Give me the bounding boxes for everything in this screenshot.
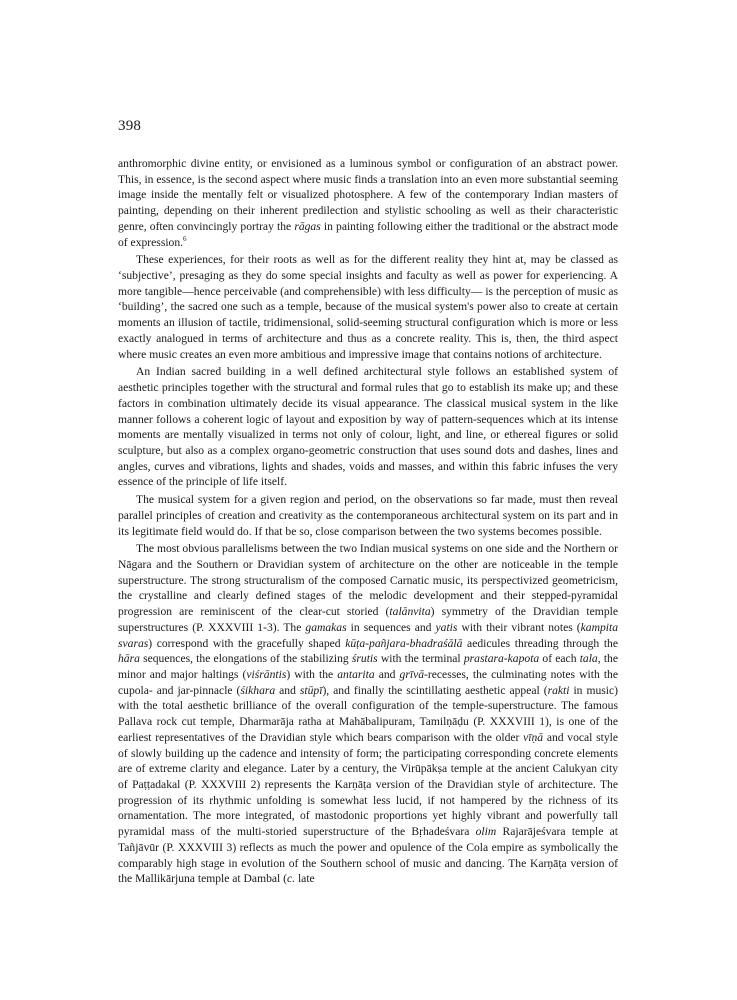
paragraph bbox=[118, 156, 618, 250]
text-run: ) symmetry of the Dravidian temple superstructures (P. XXXVIII 1-3). The bbox=[118, 605, 618, 634]
italic-term: tala bbox=[579, 652, 598, 666]
text-run: The musical system for a given region and period, on the observations so far made, must then reveal parallel principles of creation and creativity as the contemporaneous architectural system on its part and in its legitimate field would do. If that be so, close comparison between the two systems becomes possible. bbox=[118, 493, 618, 538]
text-run: These experiences, for their roots as well as for the different reality they hint at, may be classed as ‘subjective’, presaging as they do some special insights and faculty as well as power for experiencing. A more tangible—hence perceivable (and comprehensible) with less difficulty— is the perception of music as ‘building’, the sacred one such as a temple, because of the musical system's power also to create at certain moments an illusion of tactile, tridimensional, solid-seeming structural configuration which is more or less exactly analogued in terms of architecture and thus as a concrete reality. This is, then, the third aspect where music creates an even more ambitious and impressive image that contains notions of architecture. bbox=[118, 253, 618, 361]
italic-term: stūpī bbox=[299, 683, 323, 697]
text-run: anthromorphic divine entity, or envisioned as a luminous symbol or configuration of an abstract power. This, in essence, is the second aspect where music finds a translation into an even more substantial seeming image inside the mentally felt or visualized photosphere. A few of the contemporary Indian masters of painting, depending on their inherent predilection and stylistic schooling as well as their characteristic genre, often convincingly portray the bbox=[118, 157, 618, 233]
text-run: The most obvious parallelisms between the two Indian musical systems on one side and the Northern or Nāgara and the Southern or Dravidian system of architecture on the other are noticeable in the temple superstructure. The strong structuralism of the composed Carnatic music, its perspectivized geometricism, the crystalline and clearly defined stages of the melodic development and their stepped-pyramidal progression are reminiscent of the clear-cut storied ( bbox=[118, 542, 618, 619]
text-run: in painting following either the traditional or the abstract mode of expression. bbox=[118, 219, 618, 249]
text-run: ) correspond with the gracefully shaped bbox=[148, 636, 346, 650]
italic-term: yatis bbox=[435, 620, 458, 634]
text-run: and vocal style of slowly building up the cadence and intensity of form; the participating corresponding concrete elements are of extreme clarity and elegance. Later by a century, the Virūpākṣa temple at the ancient Calukyan city of Paṭṭadakal (P. XXXVIII 2) represents the Karṇāṭa version of the Dravidian style of architecture. The progression of its rhythmic unfolding is somewhat less lucid, if not hampered by the richness of its ornamentation. The more integrated, of mastodonic proportions yet highly vibrant and powerfully tall pyramidal mass of the multi-storied superstructure of the Bṛhadeśvara bbox=[118, 730, 618, 839]
text-run: and bbox=[275, 683, 300, 697]
text-run: aedicules threading through the bbox=[462, 636, 618, 650]
text-run: Rajarājeśvara temple at Tañjāvūr (P. XXXVIII 3) reflects as much the power and opulence of the Cola empire as symbolically the comparably high stage in evolution of the Southern school of music and dancing. The Karṇāṭa version of the Mallikārjuna temple at Dambal ( bbox=[118, 825, 618, 886]
text-run: sequences, the elongations of the stabilizing bbox=[139, 652, 352, 666]
text-run: and bbox=[374, 668, 400, 681]
italic-term: prastara-kapota bbox=[463, 652, 540, 666]
italic-term: viśrāntis bbox=[246, 668, 287, 681]
text-run: ) with the bbox=[286, 668, 338, 681]
text-run: with their vibrant notes ( bbox=[457, 620, 581, 634]
paragraph bbox=[118, 364, 618, 490]
italic-term: talānvita bbox=[389, 605, 431, 619]
italic-term: gamakas bbox=[305, 620, 347, 634]
italic-term: śrutis bbox=[351, 652, 378, 666]
italic-term: c. bbox=[287, 872, 296, 886]
paragraph bbox=[118, 492, 618, 539]
italic-term: kampita svaras bbox=[118, 620, 618, 650]
italic-term: rakti bbox=[547, 683, 570, 697]
italic-term: hāra bbox=[118, 652, 140, 666]
text-run: , the minor and major haltings ( bbox=[118, 652, 618, 681]
text-run: with the terminal bbox=[377, 652, 464, 666]
page-number: 398 bbox=[118, 118, 142, 134]
italic-term: śikhara bbox=[240, 683, 276, 697]
italic-term: olim bbox=[475, 825, 497, 839]
italic-term: vīṇā bbox=[523, 730, 544, 744]
paragraph bbox=[118, 252, 618, 362]
text-run: ), and finally the scintillating aesthetic appeal ( bbox=[322, 683, 548, 697]
paragraph bbox=[118, 541, 618, 887]
text-run: of each bbox=[539, 652, 580, 666]
footnote-marker: 6 bbox=[183, 234, 187, 243]
italic-term: grīvā bbox=[399, 668, 425, 681]
text-run: late bbox=[295, 872, 315, 886]
body-text bbox=[118, 156, 618, 887]
text-run: An Indian sacred building in a well defined architectural style follows an established system of aesthetic principles together with the structural and formal rules that go to establish its make up; and these factors in combination ultimately decide its visual appearance. The classical musical system in the like manner follows a coherent logic of layout and exposition by way of pattern-sequences which at its intense moments are mentally visualized in terms not only of colour, light, and line, or ethereal figures or solid sculpture, but also as a complex organo-geometric construction that uses sound dots and dashes, lines and angles, curves and vibrations, lights and shades, voids and masses, and within this fabric infuses the very essence of the principle of life itself. bbox=[118, 365, 618, 489]
text-run: in sequences and bbox=[346, 620, 436, 634]
italic-term: antarita bbox=[337, 668, 375, 681]
text-run: -recesses, the culminating notes with the cupola- and jar-pinnacle ( bbox=[118, 668, 618, 697]
italic-term: rāgas bbox=[294, 219, 321, 233]
italic-term: kūṭa-pañjara-bhadraśālā bbox=[345, 636, 463, 650]
text-run: in music) with the total aesthetic brilliance of the overall configuration of the temple-superstructure. The famous Pallava rock cut temple, Dharmarāja ratha at Mahābalipuram, Tamilṇāḍu (P. XXXVIII 1), is one of the earliest representatives of the Dravidian style which bears comparison with the older bbox=[118, 683, 618, 744]
